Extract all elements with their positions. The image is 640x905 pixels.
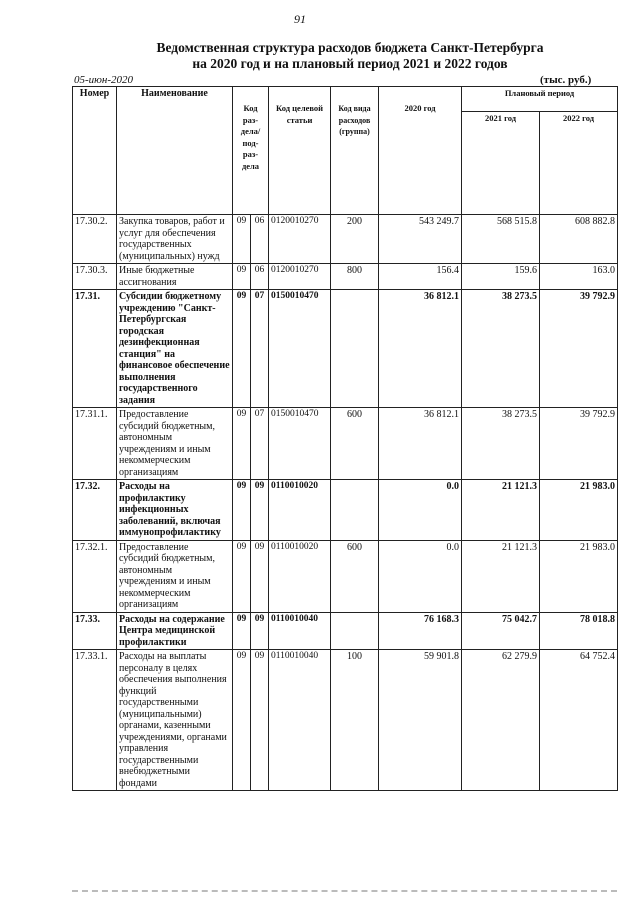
row-expense-code (331, 290, 379, 408)
row-number: 17.31. (73, 290, 117, 408)
row-subsection-code: 07 (251, 408, 269, 480)
row-subsection-code: 09 (251, 540, 269, 612)
row-subsection-code: 09 (251, 612, 269, 650)
header-2021: 2021 год (462, 112, 540, 215)
row-value-2020: 36 812.1 (379, 290, 462, 408)
table-row (73, 264, 618, 290)
row-section-code: 09 (233, 215, 251, 264)
table-row (73, 408, 618, 480)
row-value-2020: 543 249.7 (379, 215, 462, 264)
row-number: 17.32.1. (73, 540, 117, 612)
table-row (73, 290, 618, 408)
row-expense-code: 100 (331, 650, 379, 791)
row-value-2021: 21 121.3 (462, 540, 540, 612)
row-value-2021: 38 273.5 (462, 408, 540, 480)
row-value-2022: 64 752.4 (540, 650, 618, 791)
row-name: Расходы на выплаты персоналу в целях обеспечения выполнения функций государственными (муниципальными) органами, казенными учреждениями, органами управления государственными внебюджетными фондами (117, 650, 233, 791)
row-name: Закупка товаров, работ и услуг для обеспечения государственных (муниципальных) нужд (117, 215, 233, 264)
row-expense-code: 200 (331, 215, 379, 264)
header-name: Наименование (117, 87, 233, 215)
row-value-2022: 21 983.0 (540, 480, 618, 541)
row-target-code: 0120010270 (269, 264, 331, 290)
title-line-1: Ведомственная структура расходов бюджета Санкт-Петербурга (156, 40, 544, 55)
row-number: 17.32. (73, 480, 117, 541)
row-target-code: 0120010270 (269, 215, 331, 264)
row-value-2020: 0.0 (379, 480, 462, 541)
document-title (100, 40, 600, 72)
page-bottom-line (72, 890, 617, 892)
row-expense-code: 600 (331, 540, 379, 612)
table-row (73, 612, 618, 650)
row-target-code: 0150010470 (269, 290, 331, 408)
row-expense-code (331, 480, 379, 541)
table-row (73, 215, 618, 264)
row-value-2020: 36 812.1 (379, 408, 462, 480)
row-name: Предоставление субсидий бюджетным, автономным учреждениям и иным некоммерческим организациям (117, 540, 233, 612)
row-name: Расходы на содержание Центра медицинской профилактики (117, 612, 233, 650)
row-number: 17.33. (73, 612, 117, 650)
row-expense-code: 600 (331, 408, 379, 480)
table-row (73, 650, 618, 791)
row-section-code: 09 (233, 540, 251, 612)
row-value-2021: 75 042.7 (462, 612, 540, 650)
title-line-2: на 2020 год и на плановый период 2021 и 2022 годов (192, 56, 508, 71)
row-subsection-code: 06 (251, 215, 269, 264)
row-expense-code (331, 612, 379, 650)
row-value-2022: 39 792.9 (540, 290, 618, 408)
row-subsection-code: 06 (251, 264, 269, 290)
row-section-code: 09 (233, 480, 251, 541)
row-target-code: 0150010470 (269, 408, 331, 480)
row-section-code: 09 (233, 408, 251, 480)
row-name: Расходы на профилактику инфекционных заболеваний, включая иммунопрофилактику (117, 480, 233, 541)
row-value-2021: 21 121.3 (462, 480, 540, 541)
row-target-code: 0110010020 (269, 540, 331, 612)
row-subsection-code: 07 (251, 290, 269, 408)
row-value-2020: 156.4 (379, 264, 462, 290)
row-section-code: 09 (233, 290, 251, 408)
row-expense-code: 800 (331, 264, 379, 290)
row-name: Иные бюджетные ассигнования (117, 264, 233, 290)
row-value-2021: 38 273.5 (462, 290, 540, 408)
row-value-2020: 0.0 (379, 540, 462, 612)
row-value-2022: 608 882.8 (540, 215, 618, 264)
row-target-code: 0110010040 (269, 612, 331, 650)
row-target-code: 0110010020 (269, 480, 331, 541)
header-section-code: Код раз-дела/ под-раз-дела (233, 87, 269, 215)
document-date: 05-июн-2020 (74, 74, 134, 86)
header-target-code: Код целевой статьи (269, 87, 331, 215)
row-subsection-code: 09 (251, 480, 269, 541)
page-number: 91 (294, 12, 306, 26)
row-value-2021: 159.6 (462, 264, 540, 290)
row-subsection-code: 09 (251, 650, 269, 791)
row-value-2021: 62 279.9 (462, 650, 540, 791)
row-value-2021: 568 515.8 (462, 215, 540, 264)
budget-table (72, 86, 618, 791)
table-row (73, 540, 618, 612)
row-value-2020: 76 168.3 (379, 612, 462, 650)
row-value-2022: 78 018.8 (540, 612, 618, 650)
table-row (73, 480, 618, 541)
row-value-2022: 21 983.0 (540, 540, 618, 612)
header-number: Номер (73, 87, 117, 215)
row-name: Субсидии бюджетному учреждению "Санкт-Петербургская городская дезинфекционная станция" на финансовое обеспечение выполнения государственного задания (117, 290, 233, 408)
row-number: 17.30.2. (73, 215, 117, 264)
row-value-2022: 39 792.9 (540, 408, 618, 480)
header-planned-period: Плановый период (462, 87, 618, 112)
row-target-code: 0110010040 (269, 650, 331, 791)
header-2022: 2022 год (540, 112, 618, 215)
row-section-code: 09 (233, 650, 251, 791)
row-number: 17.33.1. (73, 650, 117, 791)
row-number: 17.30.3. (73, 264, 117, 290)
header-2020: 2020 год (379, 87, 462, 215)
row-value-2020: 59 901.8 (379, 650, 462, 791)
row-section-code: 09 (233, 264, 251, 290)
row-name: Предоставление субсидий бюджетным, автономным учреждениям и иным некоммерческим организациям (117, 408, 233, 480)
units-label: (тыс. руб.) (540, 74, 592, 86)
row-section-code: 09 (233, 612, 251, 650)
row-number: 17.31.1. (73, 408, 117, 480)
row-value-2022: 163.0 (540, 264, 618, 290)
header-expense-code: Код вида расходов (группа) (331, 87, 379, 215)
